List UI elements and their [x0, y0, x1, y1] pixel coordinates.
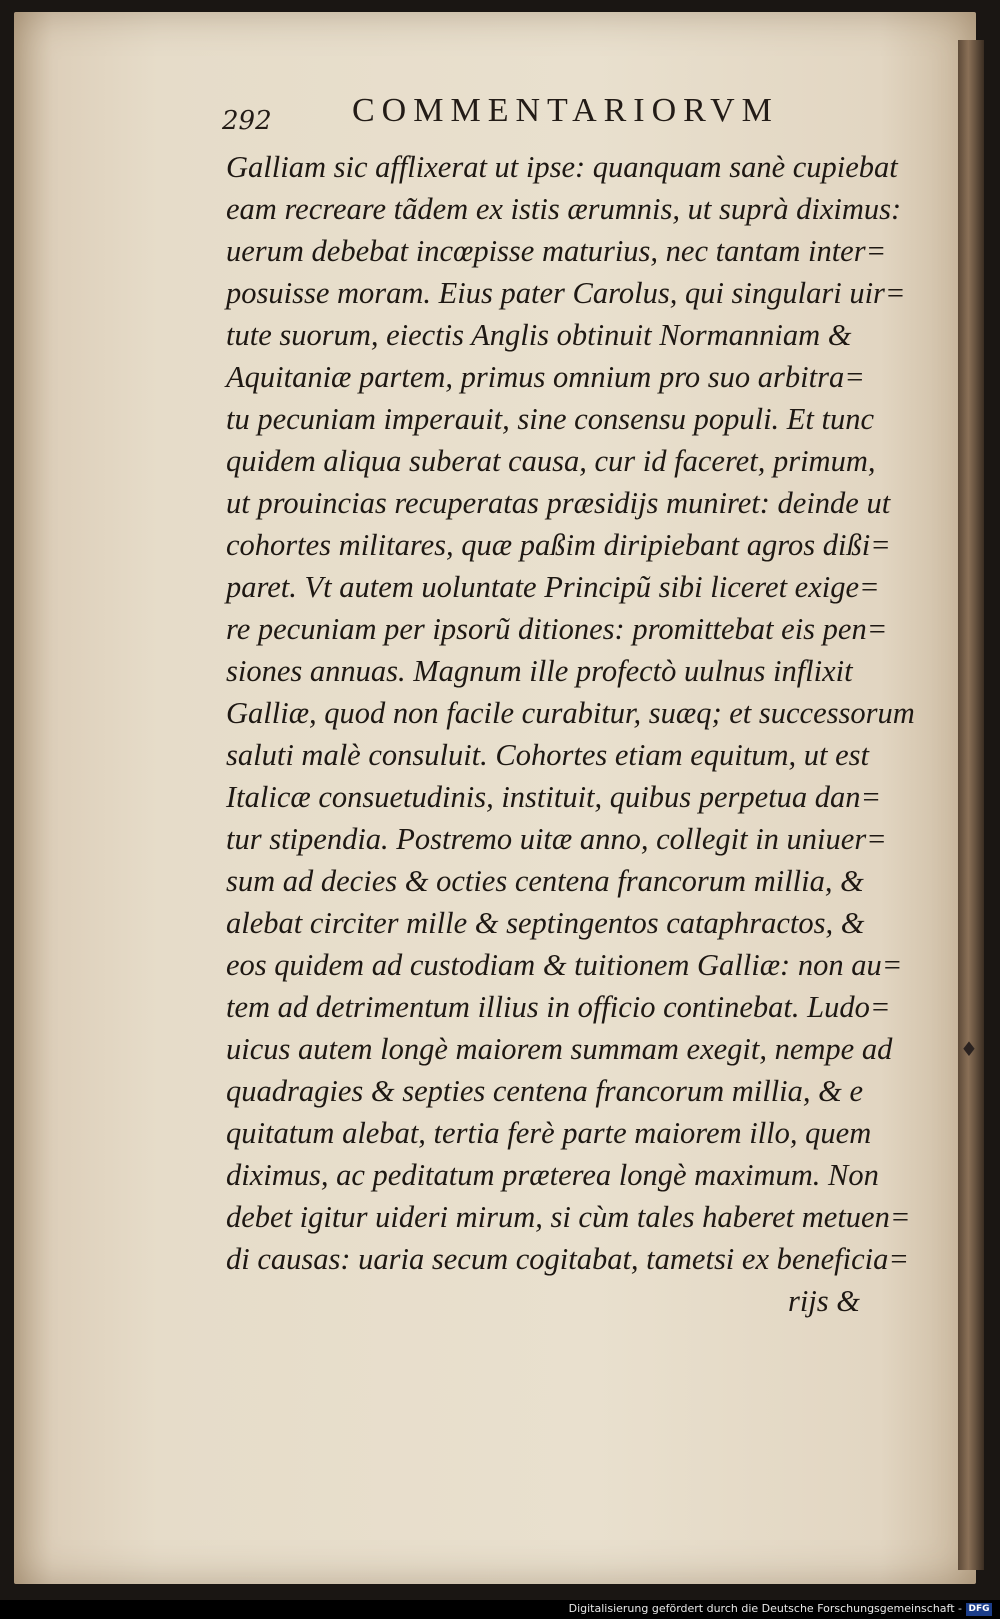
text-line: paret. Vt autem uoluntate Principũ sibi liceret exige= [226, 570, 880, 604]
text-line: eos quidem ad custodiam & tuitionem Galliæ: non au= [226, 948, 903, 982]
page-header [222, 92, 842, 140]
page-number: 292 [222, 106, 272, 136]
text-line: tute suorum, eiectis Anglis obtinuit Normanniam & [226, 318, 852, 352]
body-text [226, 146, 926, 1322]
text-line: di causas: uaria secum cogitabat, tametsi ex beneficia= [226, 1242, 909, 1276]
text-line: posuisse moram. Eius pater Carolus, qui singulari uir= [226, 276, 906, 310]
text-line: Aquitaniæ partem, primus omnium pro suo arbitra= [226, 360, 865, 394]
text-line: Italicæ consuetudinis, instituit, quibus perpetua dan= [226, 780, 882, 814]
text-line: alebat circiter mille & septingentos cataphractos, & [226, 906, 865, 940]
funding-credit: Digitalisierung gefördert durch die Deutsche Forschungsgemeinschaft - [568, 1602, 962, 1615]
text-line: re pecuniam per ipsorũ ditiones: promittebat eis pen= [226, 612, 888, 646]
text-line: diximus, ac peditatum præterea longè maximum. Non [226, 1158, 879, 1192]
text-line: eam recreare tãdem ex istis ærumnis, ut suprà diximus: [226, 192, 902, 226]
text-line: uerum debebat incœpisse maturius, nec tantam inter= [226, 234, 887, 268]
text-line: ut prouincias recuperatas præsidijs muniret: deinde ut [226, 486, 891, 520]
footer-bar [0, 1600, 1000, 1619]
text-line: tem ad detrimentum illius in officio continebat. Ludo= [226, 990, 891, 1024]
text-line: uicus autem longè maiorem summam exegit, nempe ad [226, 1032, 893, 1066]
text-line: tu pecuniam imperauit, sine consensu populi. Et tunc [226, 402, 875, 436]
text-line: quadragies & septies centena francorum millia, & e [226, 1074, 864, 1108]
running-title: COMMENTARIORVM [352, 92, 779, 129]
text-line: cohortes militares, quæ paßim diripiebant agros dißi= [226, 528, 891, 562]
text-line: Galliæ, quod non facile curabitur, suæq; et successorum [226, 696, 915, 730]
text-line: tur stipendia. Postremo uitæ anno, collegit in uniuer= [226, 822, 887, 856]
dfg-logo-icon: DFG [966, 1603, 992, 1616]
text-line: quitatum alebat, tertia ferè parte maiorem illo, quem [226, 1116, 872, 1150]
page-edge [958, 40, 984, 1570]
catchword: rijs & [787, 1284, 860, 1318]
text-line: sum ad decies & octies centena francorum millia, & [226, 864, 864, 898]
text-line: debet igitur uideri mirum, si cùm tales haberet metuen= [226, 1200, 911, 1234]
text-line: quidem aliqua suberat causa, cur id faceret, primum, [226, 444, 876, 478]
leaf-icon: ♦ [960, 1037, 978, 1061]
text-line: saluti malè consuluit. Cohortes etiam equitum, ut est [226, 738, 870, 772]
text-line: siones annuas. Magnum ille profectò uulnus inflixit [226, 654, 853, 688]
text-line: Galliam sic afflixerat ut ipse: quanquam sanè cupiebat [226, 150, 898, 184]
